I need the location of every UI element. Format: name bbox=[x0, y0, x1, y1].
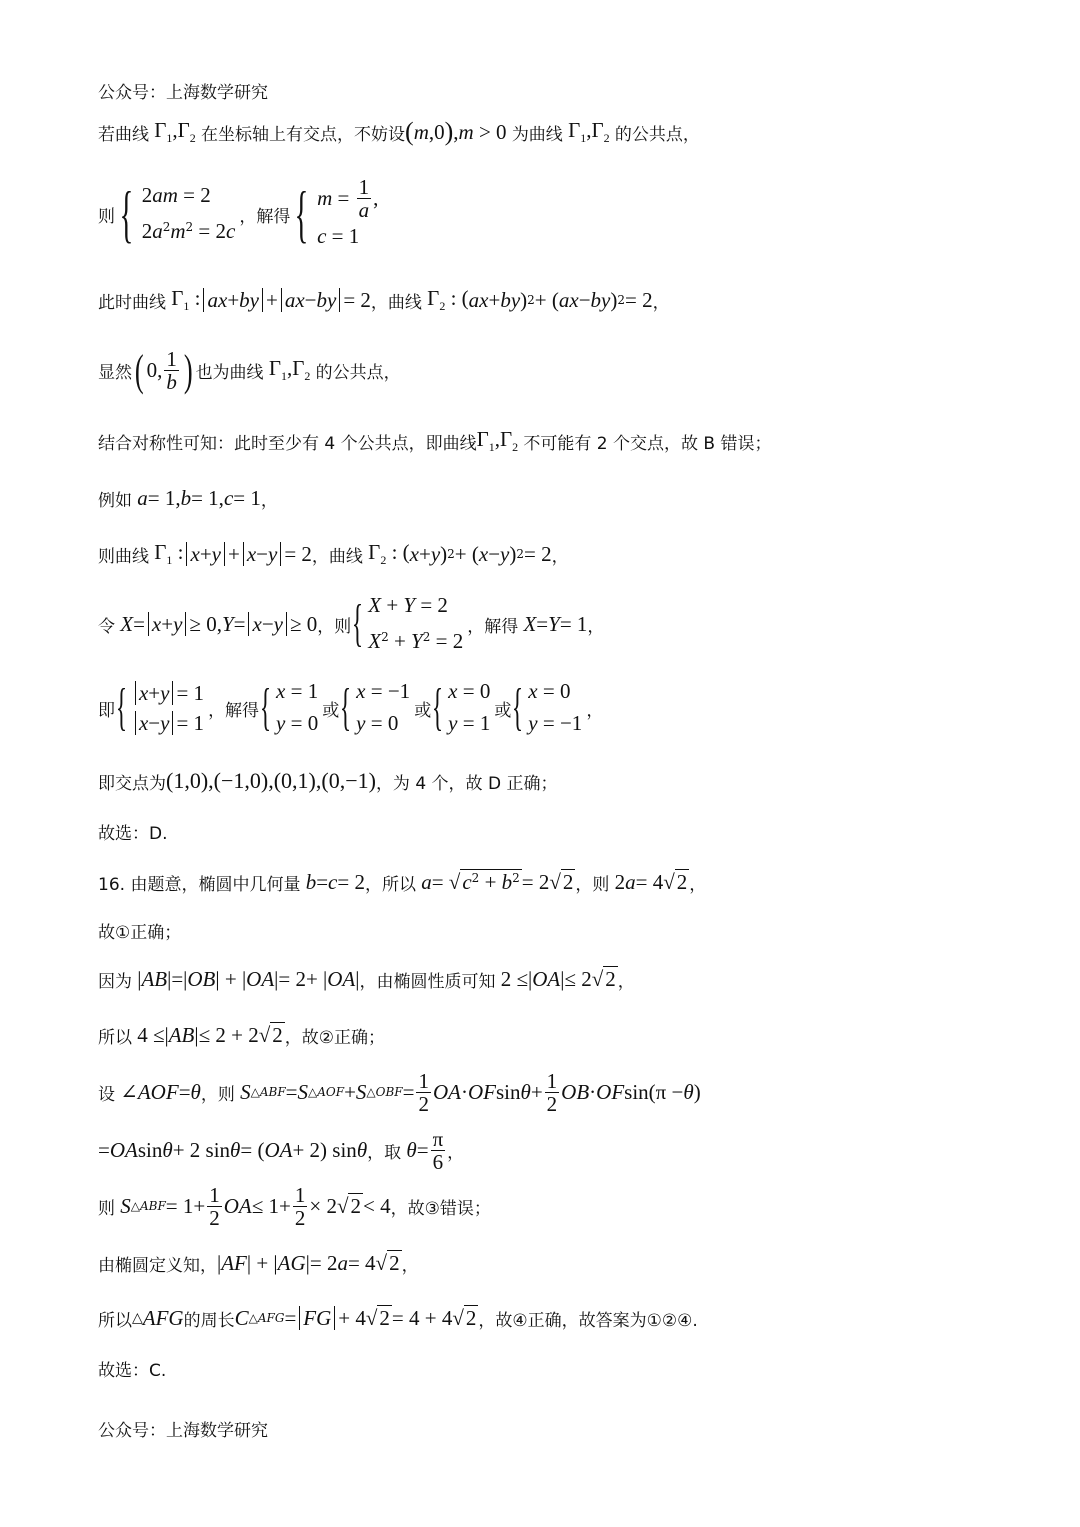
line-4: 显然 ( 0, $\frac{1}{b}$ ) 也为曲线 $\Gamma_1,\Gamma_2$ 的公共点， bbox=[98, 345, 401, 395]
line-2: 则 { 2am = 2 $2a^2m^2 = 2c$ ，解得 { m = $\frac{1}{a}$ , c = 1 bbox=[98, 174, 379, 249]
line-6: 例如 a = 1, b = 1, c = 1 ， bbox=[98, 485, 278, 511]
line-7: 则曲线 $\Gamma_1$ : x + y + x − y = 2 ，曲线 $\Gamma_2$ : ( x + y ) 2 + ( x − y ) 2 = 2 ， bbox=[98, 539, 569, 568]
line-16: 设 ∠ AOF = θ ，则 S △ABF = S △AOF + S △OBF = $\frac{1}{2}$ OA · OF sin θ + $\frac{1}{2}$ OB · OF sin(π − θ ) bbox=[98, 1068, 701, 1116]
footer-text: 公众号：上海数学研究 bbox=[98, 1421, 268, 1441]
line-19: 由椭圆定义知， | AF | + | AG |= 2 a = 4√ 2 ， bbox=[98, 1250, 419, 1276]
line-5: 结合对称性可知：此时至少有 4 个公共点，即曲线 $\Gamma_1,\Gamma_2$ 不可能有 2 个交点，故 B 错误； bbox=[98, 426, 772, 455]
line-21: 故选：C. bbox=[98, 1360, 167, 1381]
line-9: 即 { x + y = 1 x − y = 1 ，解得 { x = 1 y = 0 或 { x = −1 y = 0 或 { x = 0 y = 1 或 { x = 0 y = −1 ， bbox=[98, 679, 604, 736]
line-1: 若曲线 $\Gamma_1,\Gamma_2$ 在坐标轴上有交点，不妨设 ( m ,0 ) , m > 0 为曲线 $\Gamma_1,\Gamma_2$ 的公共点， bbox=[98, 117, 700, 146]
header-text: 公众号：上海数学研究 bbox=[98, 83, 268, 103]
line-14: 因为 | AB |=| OB | + | OA |= 2+ | OA | ，由椭圆性质可知 2 ≤| OA |≤ 2√ 2 ， bbox=[98, 966, 635, 992]
line-12: 16. 由题意，椭圆中几何量 b = c = 2 ，所以 a = √ $c^2 + b^2$ = 2√ 2 ，则 2 a = 4√ 2 ， bbox=[98, 869, 707, 895]
line-20: 所以 △ AFG 的周长 C △AFG = FG + 4√ 2 = 4 + 4√ 2 ，故④正确，故答案为①②④. bbox=[98, 1305, 698, 1331]
line-18: 则 S △ABF = 1+ $\frac{1}{2}$ OA ≤ 1+ $\frac{1}{2}$ × 2√ 2 < 4 ，故③错误； bbox=[98, 1182, 491, 1230]
line-8: 令 X = x + y ≥ 0, Y = x − y ≥ 0 ，则 { X + Y = 2 $X^2 + Y^2 = 2$ ，解得 X = Y = 1 ， bbox=[98, 593, 605, 653]
line-3: 此时曲线 $\Gamma_1$ : ax + by + ax − by = 2 ，曲线 $\Gamma_2$ : ( ax + by ) 2 + ( ax − by ) 2 = 2 ， bbox=[98, 285, 670, 314]
line-15: 所以 4 ≤| AB |≤ 2 + 2√ 2 ，故②正确； bbox=[98, 1022, 385, 1048]
line-17: = OA sin θ + 2 sin θ = ( OA + 2) sin θ ，取 θ = $\frac{\pi}{6}$ ， bbox=[98, 1126, 465, 1174]
line-13: 故①正确； bbox=[98, 922, 182, 943]
line-11: 故选：D. bbox=[98, 823, 168, 844]
line-10: 即交点为 (1,0),(−1,0),(0,1),(0,−1) ，为 4 个，故 D 正确； bbox=[98, 768, 558, 794]
